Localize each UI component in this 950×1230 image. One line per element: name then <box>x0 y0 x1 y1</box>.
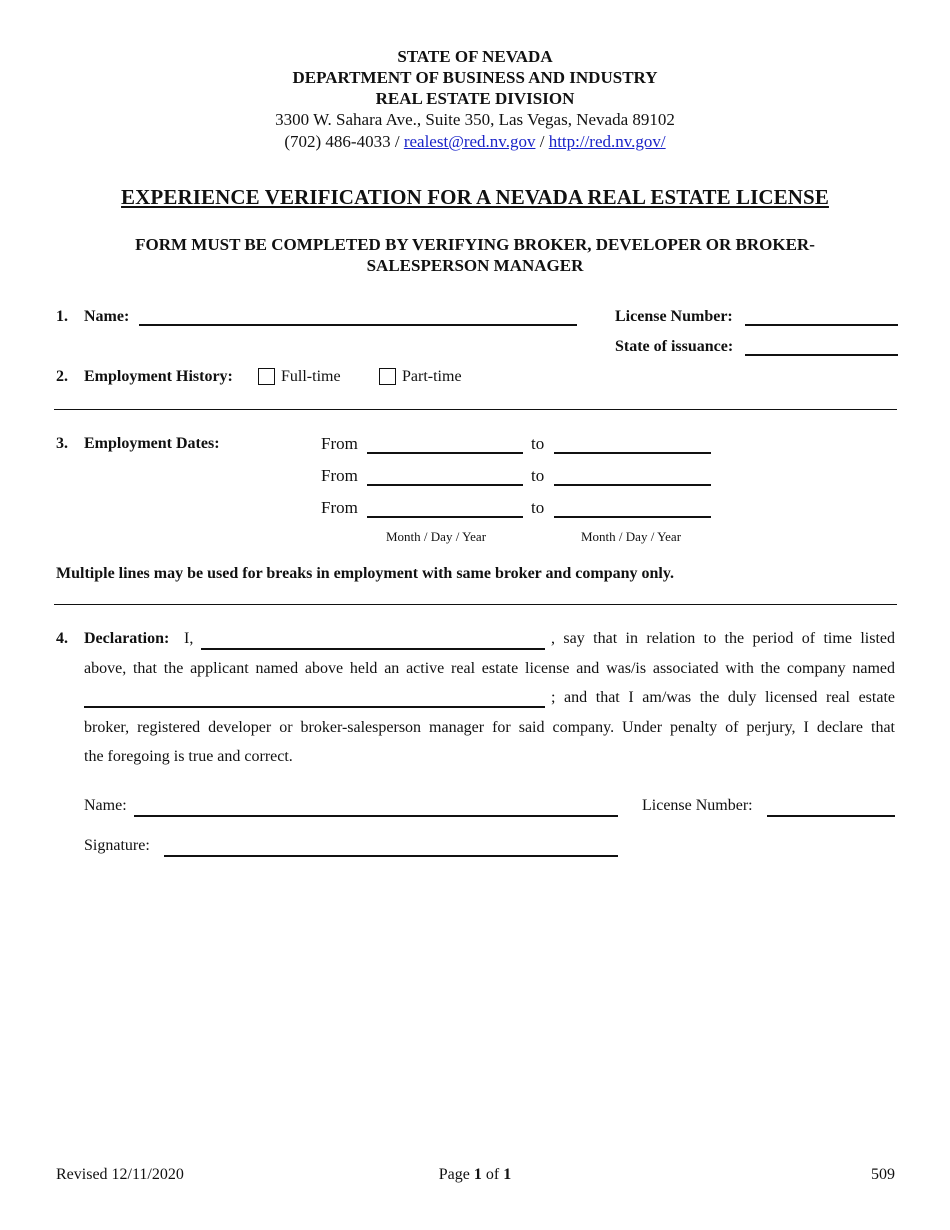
to-date-field-2[interactable] <box>554 484 711 486</box>
form-subtitle-line2: SALESPERSON MANAGER <box>366 256 584 275</box>
verifier-license-label: License Number: <box>642 797 753 814</box>
agency-address: 3300 W. Sahara Ave., Suite 350, Las Vegas, Nevada 89102 <box>275 110 675 129</box>
declaration-text-5: the foregoing is true and correct. <box>84 748 293 765</box>
to-date-field-1[interactable] <box>554 452 711 454</box>
page-indicator <box>0 1166 950 1184</box>
to-date-field-3[interactable] <box>554 516 711 518</box>
employment-note: Multiple lines may be used for breaks in employment with same broker and company only. <box>56 565 674 582</box>
verifier-name-label: Name: <box>84 797 127 814</box>
email-link[interactable]: realest@red.nv.gov <box>403 132 536 151</box>
employment-dates-label: Employment Dates: <box>84 435 220 452</box>
divider <box>54 409 897 410</box>
license-number-label: License Number: <box>615 308 733 325</box>
part-time-checkbox[interactable] <box>379 368 396 385</box>
name-label: Name: <box>84 308 130 325</box>
page-total: 1 <box>503 1166 512 1183</box>
section-3-number: 3. <box>56 435 68 452</box>
verifier-name-field[interactable] <box>134 815 618 817</box>
from-label: From <box>321 466 358 485</box>
agency-division: REAL ESTATE DIVISION <box>375 89 575 108</box>
page-word: Page <box>438 1166 470 1183</box>
employment-history-label: Employment History: <box>84 368 233 385</box>
company-name-field[interactable] <box>84 706 545 708</box>
declarant-name-field[interactable] <box>201 648 545 650</box>
verifier-license-field[interactable] <box>767 815 895 817</box>
from-date-field-3[interactable] <box>367 516 523 518</box>
declaration-text-1: , say that in relation to the period of time listed <box>551 630 895 647</box>
agency-contact <box>0 131 950 153</box>
declaration-label: Declaration: <box>84 630 170 647</box>
state-of-issuance-field[interactable] <box>745 354 898 356</box>
page-number: 1 <box>473 1166 482 1183</box>
agency-department: DEPARTMENT OF BUSINESS AND INDUSTRY <box>292 68 658 87</box>
section-1-number: 1. <box>56 308 68 325</box>
form-number: 509 <box>871 1166 895 1183</box>
separator: / <box>539 132 545 151</box>
agency-state: STATE OF NEVADA <box>397 47 553 66</box>
separator: / <box>394 132 400 151</box>
of-word: of <box>485 1166 500 1183</box>
applicant-name-field[interactable] <box>139 324 577 326</box>
website-link[interactable]: http://red.nv.gov/ <box>548 132 666 151</box>
form-subtitle-line1: FORM MUST BE COMPLETED BY VERIFYING BROKER, DEVELOPER OR BROKER- <box>135 235 815 254</box>
from-date-field-1[interactable] <box>367 452 523 454</box>
declaration-i: I, <box>184 630 194 647</box>
license-number-field[interactable] <box>745 324 898 326</box>
signature-label: Signature: <box>84 837 150 854</box>
from-date-hint: Month / Day / Year <box>386 529 487 544</box>
full-time-label: Full-time <box>281 368 341 385</box>
declaration-text-4: broker, registered developer or broker-salesperson manager for said company. Under penalty of perjury, I declare that <box>84 719 895 736</box>
form-title: EXPERIENCE VERIFICATION FOR A NEVADA REAL ESTATE LICENSE <box>121 185 829 209</box>
agency-phone: (702) 486-4033 <box>284 132 391 151</box>
signature-field[interactable] <box>164 855 618 857</box>
section-4-number: 4. <box>56 630 68 647</box>
declaration-text-3: ; and that I am/was the duly licensed real estate <box>551 689 895 706</box>
to-label: to <box>531 434 545 453</box>
from-date-field-2[interactable] <box>367 484 523 486</box>
declaration-text-2: above, that the applicant named above held an active real estate license and was/is associated with the company named <box>84 660 895 677</box>
full-time-checkbox[interactable] <box>258 368 275 385</box>
from-label: From <box>321 434 358 453</box>
section-2-number: 2. <box>56 368 68 385</box>
part-time-label: Part-time <box>402 368 462 385</box>
to-date-hint: Month / Day / Year <box>581 529 682 544</box>
to-label: to <box>531 466 545 485</box>
state-of-issuance-label: State of issuance: <box>615 338 734 355</box>
from-label: From <box>321 498 358 517</box>
divider <box>54 604 897 605</box>
revised-date: Revised 12/11/2020 <box>56 1166 184 1183</box>
to-label: to <box>531 498 545 517</box>
